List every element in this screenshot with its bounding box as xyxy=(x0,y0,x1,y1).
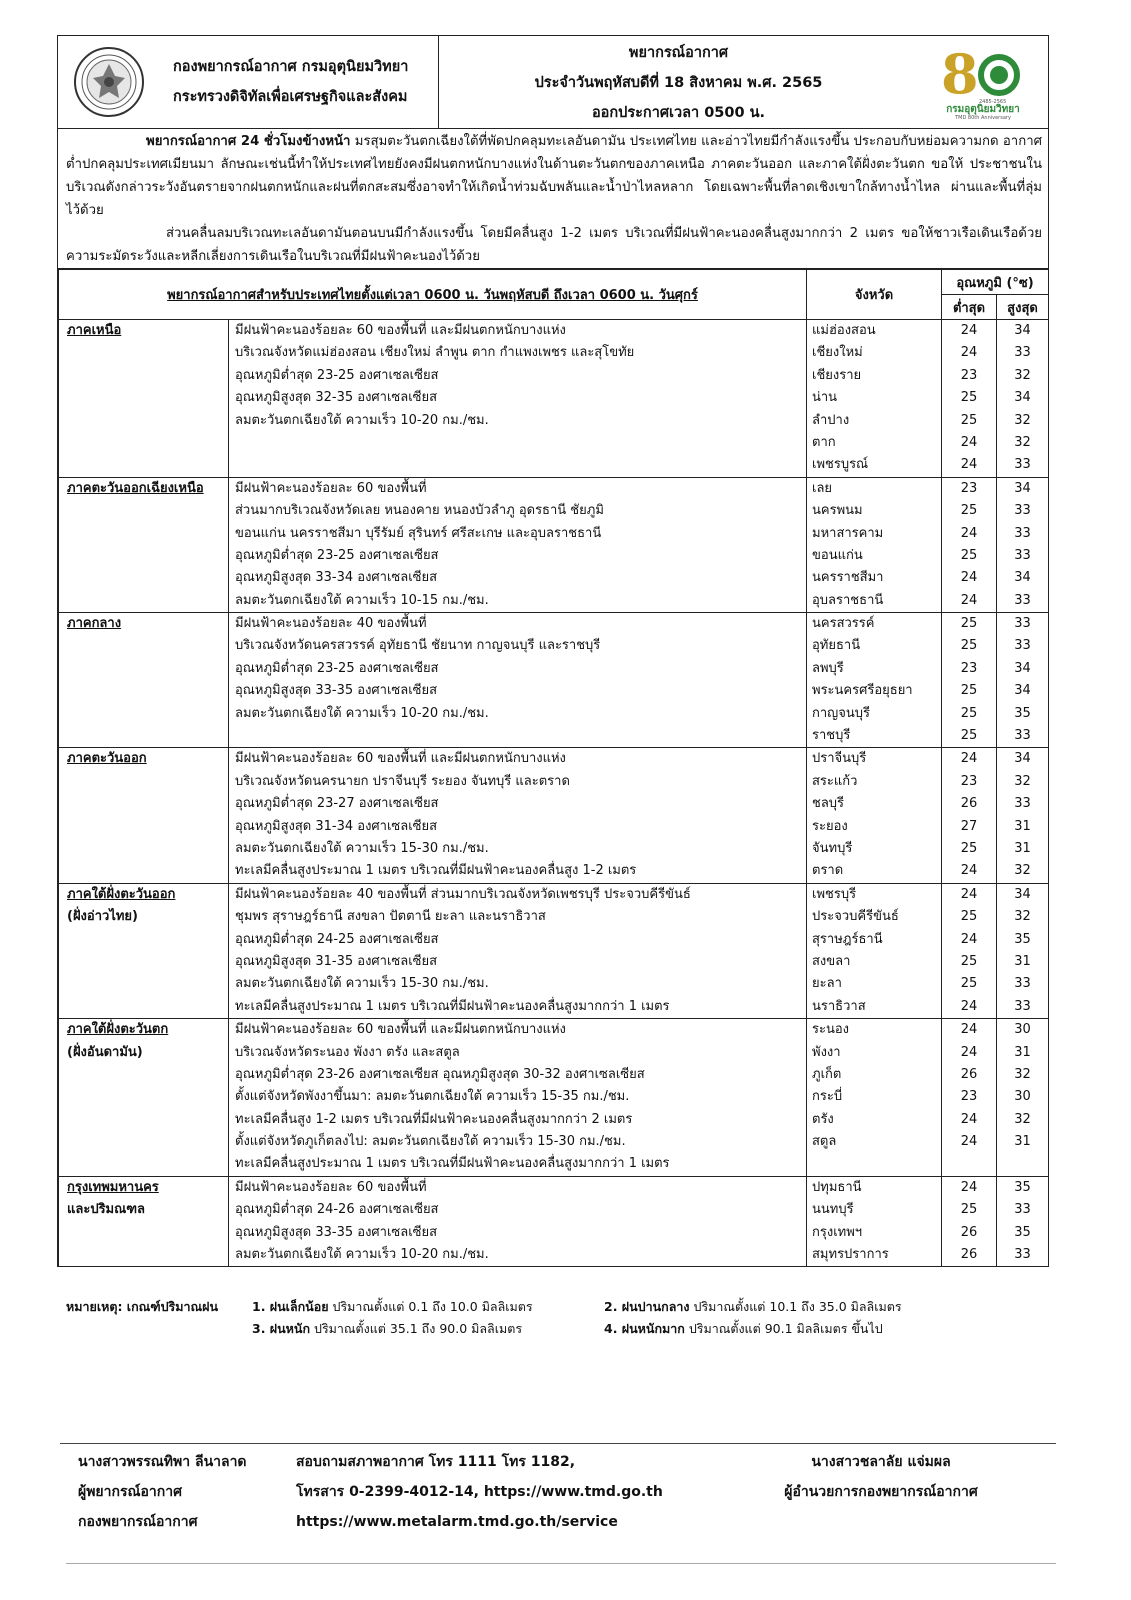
region-name-cell xyxy=(59,748,229,883)
region-name: ภาคใต้ฝั่งตะวันออก xyxy=(67,886,176,902)
forecast-line: มีฝนฟ้าคะนองร้อยละ 40 ของพื้นที่ xyxy=(235,616,427,632)
province-header: จังหวัด xyxy=(807,270,942,320)
province-name: ลำปาง xyxy=(812,412,850,428)
director-role: ผู้อำนวยการกองพยากรณ์อากาศ xyxy=(784,1484,978,1500)
max-temp-cell xyxy=(997,1019,1049,1177)
forecast-line: อุณหภูมิสูงสุด 33-35 องศาเซลเซียส xyxy=(235,683,438,699)
max-temp: 31 xyxy=(1014,840,1031,856)
forecast-line: ส่วนมากบริเวณจังหวัดเลย หนองคาย หนองบัวลำภู อุดรธานี ชัยภูมิ xyxy=(235,503,604,519)
province-name: จันทบุรี xyxy=(812,840,853,856)
forecast-line: อุณหภูมิสูงสุด 31-35 องศาเซลเซียส xyxy=(235,953,438,969)
min-temp: 25 xyxy=(960,503,978,519)
max-temp: 34 xyxy=(1014,660,1031,676)
min-temp: 25 xyxy=(960,1202,978,1218)
logo-caption: TMD 80th Anniversary xyxy=(955,115,1011,121)
forecast-line: มีฝนฟ้าคะนองร้อยละ 60 ของพื้นที่ และมีฝนตกหนักบางแห่ง xyxy=(235,323,566,338)
forecast-line: มีฝนฟ้าคะนองร้อยละ 60 ของพื้นที่ xyxy=(235,480,427,496)
region-name-cell xyxy=(59,613,229,748)
province-name: นราธิวาส xyxy=(812,998,866,1014)
region-description-cell xyxy=(229,477,807,612)
region-row xyxy=(59,1176,1049,1266)
min-temp: 24 xyxy=(960,570,978,586)
min-temp: 27 xyxy=(960,818,978,834)
province-name: ปทุมธานี xyxy=(812,1179,862,1195)
bottom-divider xyxy=(66,1563,1056,1564)
region-name: ภาคเหนือ xyxy=(67,323,122,338)
max-temp: 31 xyxy=(1014,1044,1031,1060)
province-name: พังงา xyxy=(812,1044,841,1060)
province-name: ชลบุรี xyxy=(812,796,845,812)
forecast-line: ลมตะวันตกเฉียงใต้ ความเร็ว 10-20 กม./ชม. xyxy=(235,412,489,428)
region-name-cell xyxy=(59,320,229,478)
summary-p1-line: ผ่านและพื้นที่ลุ่มไว้ด้วย xyxy=(66,180,1042,218)
summary-p2-line: ความระมัดระวังและหลีกเลี่ยงการเดินเรือในบริเวณที่มีฝนฟ้าคะนองไว้ด้วย xyxy=(66,249,480,264)
province-name: เพชรบูรณ์ xyxy=(812,457,869,473)
min-temp: 26 xyxy=(960,796,978,812)
min-temp: 24 xyxy=(960,1111,978,1127)
forecast-line: อุณหภูมิสูงสุด 32-35 องศาเซลเซียส xyxy=(235,390,438,406)
min-temp-cell xyxy=(942,748,997,883)
min-temp: 25 xyxy=(960,705,978,721)
forecaster-role: ผู้พยากรณ์อากาศ xyxy=(78,1484,182,1500)
region-name-cell xyxy=(59,1019,229,1177)
province-name: ตราด xyxy=(812,863,844,879)
max-temp: 34 xyxy=(1014,390,1031,406)
max-temp: 33 xyxy=(1014,1202,1031,1218)
contact-phone: สอบถามสภาพอากาศ โทร 1111 โทร 1182, xyxy=(296,1454,576,1470)
province-cell xyxy=(807,477,942,612)
max-temp: 31 xyxy=(1014,1134,1031,1150)
region-description-cell xyxy=(229,1176,807,1266)
forecast-line: อุณหภูมิต่ำสุด 23-26 องศาเซลเซียส อุณหภูมิสูงสุด 30-32 องศาเซลเซียส xyxy=(235,1066,645,1082)
max-temp-cell xyxy=(997,477,1049,612)
forecast-rows xyxy=(59,320,1049,1267)
region-name-cell xyxy=(59,477,229,612)
min-temp: 25 xyxy=(960,638,978,654)
province-cell xyxy=(807,613,942,748)
footer-forecaster xyxy=(78,1447,247,1537)
min-temp: 24 xyxy=(960,1179,978,1195)
province-name: ราชบุรี xyxy=(812,728,851,744)
min-temp: 25 xyxy=(960,683,978,699)
max-temp: 34 xyxy=(1014,751,1031,767)
summary-p1-line: มรสุมตะวันตกเฉียงใต้ที่พัดปกคลุมทะเลอันดามัน ประเทศไทย และอ่าวไทยมีกำลังแรงขึ้น ประกอบกับหย่อมความกด xyxy=(354,134,999,149)
province-name: เชียงใหม่ xyxy=(812,345,863,361)
forecast-line: ทะเลมีคลื่นสูง 1-2 เมตร บริเวณที่มีฝนฟ้าคะนองคลื่นสูงมากกว่า 2 เมตร xyxy=(235,1111,633,1127)
min-temp: 25 xyxy=(960,840,978,856)
max-temp: 32 xyxy=(1014,863,1031,879)
forecast-line: บริเวณจังหวัดนครสวรรค์ อุทัยธานี ชัยนาท กาญจนบุรี และราชบุรี xyxy=(235,638,601,654)
min-temp: 26 xyxy=(960,1247,978,1263)
forecast-line: บริเวณจังหวัดนครนายก ปราจีนบุรี ระยอง จันทบุรี และตราด xyxy=(235,773,570,789)
max-temp: 32 xyxy=(1014,1066,1031,1082)
max-temp: 33 xyxy=(1014,998,1031,1014)
province-empty xyxy=(812,1153,941,1175)
forecast-document xyxy=(57,35,1049,1267)
region-description-cell xyxy=(229,748,807,883)
province-name: น่าน xyxy=(812,390,838,406)
region-subname: (ฝั่งอันดามัน) xyxy=(67,1044,143,1060)
min-temp: 24 xyxy=(960,1022,978,1038)
min-temp: 26 xyxy=(960,1066,978,1082)
summary-lead: พยากรณ์อากาศ 24 ชั่วโมงข้างหน้า xyxy=(146,134,351,149)
min-temp-cell xyxy=(942,1176,997,1266)
province-name: ระยอง xyxy=(812,818,848,834)
max-temp: 34 xyxy=(1014,886,1031,902)
forecast-line: ขอนแก่น นครราชสีมา บุรีรัมย์ สุรินทร์ ศรีสะเกษ และอุบลราชธานี xyxy=(235,525,602,541)
region-subname: และปริมณฑล xyxy=(67,1202,145,1218)
tmd-seal-icon xyxy=(73,46,145,118)
forecast-line: ทะเลมีคลื่นสูงประมาณ 1 เมตร บริเวณที่มีฝนฟ้าคะนองคลื่นสูงมากกว่า 1 เมตร xyxy=(235,998,670,1014)
min-temp-cell xyxy=(942,883,997,1018)
min-temp: 24 xyxy=(960,886,978,902)
min-temp: 25 xyxy=(960,412,978,428)
forecast-line: บริเวณจังหวัดแม่ฮ่องสอน เชียงใหม่ ลำพูน ตาก กำแพงเพชร และสุโขทัย xyxy=(235,345,635,361)
min-temp: 24 xyxy=(960,434,978,450)
rainfall-notes xyxy=(66,1296,902,1340)
footer-divider xyxy=(60,1443,1056,1444)
min-temp: 25 xyxy=(960,547,978,563)
forecast-line: มีฝนฟ้าคะนองร้อยละ 40 ของพื้นที่ ส่วนมากบริเวณจังหวัดเพชรบุรี ประจวบคีรีขันธ์ xyxy=(235,886,691,902)
max-temp: 33 xyxy=(1014,616,1031,632)
min-temp: 23 xyxy=(960,367,978,383)
min-temp-cell xyxy=(942,613,997,748)
forecast-line: ทะเลมีคลื่นสูงประมาณ 1 เมตร บริเวณที่มีฝนฟ้าคะนองคลื่นสูงมากกว่า 1 เมตร xyxy=(235,1156,670,1172)
region-name: ภาคตะวันออกเฉียงเหนือ xyxy=(67,480,204,496)
province-name: พระนครศรีอยุธยา xyxy=(812,683,913,699)
province-name: เพชรบุรี xyxy=(812,886,857,902)
max-temp: 35 xyxy=(1014,1179,1031,1195)
forecast-line: ลมตะวันตกเฉียงใต้ ความเร็ว 15-30 กม./ชม. xyxy=(235,840,489,856)
region-name: กรุงเทพมหานคร xyxy=(67,1179,159,1195)
min-temp: 24 xyxy=(960,592,978,608)
min-temp-cell xyxy=(942,1019,997,1177)
max-temp: 33 xyxy=(1014,796,1031,812)
forecast-summary xyxy=(58,129,1048,269)
province-name: สมุทรปราการ xyxy=(812,1247,889,1263)
province-name: กระบี่ xyxy=(812,1089,843,1105)
forecast-line: มีฝนฟ้าคะนองร้อยละ 60 ของพื้นที่ และมีฝนตกหนักบางแห่ง xyxy=(235,1022,566,1038)
max-temp: 35 xyxy=(1014,931,1031,947)
contact-service-link[interactable]: https://www.metalarm.tmd.go.th/service xyxy=(296,1514,618,1530)
forecast-line: อุณหภูมิสูงสุด 31-34 องศาเซลเซียส xyxy=(235,818,438,834)
min-temp-cell xyxy=(942,320,997,478)
province-name: เชียงราย xyxy=(812,367,862,383)
summary-p1-line: อากาศต่ำปกคลุมประเทศเมียนมา ลักษณะเช่นนี้ทำให้ประเทศไทยยังคงมีฝนตกหนักบางแห่งในด้านตะวันตกของภาคเหนือ ภาคตะวันออก และภาคใต้ฝั่งตะวันตก ขอให้ xyxy=(66,134,1042,172)
province-name: นครราชสีมา xyxy=(812,570,884,586)
note-light-rain: 1. ฝนเล็กน้อย ปริมาณตั้งแต่ 0.1 ถึง 10.0 มิลลิเมตร xyxy=(252,1299,533,1314)
province-name: กรุงเทพฯ xyxy=(812,1224,863,1240)
max-temp: 33 xyxy=(1014,638,1031,654)
forecast-line: อุณหภูมิสูงสุด 33-35 องศาเซลเซียส xyxy=(235,1224,438,1240)
min-temp: 25 xyxy=(960,953,978,969)
min-temp: 24 xyxy=(960,323,978,338)
note-moderate-rain: 2. ฝนปานกลาง ปริมาณตั้งแต่ 10.1 ถึง 35.0 มิลลิเมตร xyxy=(604,1299,902,1314)
forecast-line: อุณหภูมิต่ำสุด 23-25 องศาเซลเซียส xyxy=(235,547,439,563)
min-temp-header: ต่ำสุด xyxy=(942,295,997,320)
regional-forecast-table xyxy=(58,269,1049,1266)
province-cell xyxy=(807,883,942,1018)
max-temp: 34 xyxy=(1014,683,1031,699)
province-cell xyxy=(807,1176,942,1266)
forecast-line: มีฝนฟ้าคะนองร้อยละ 60 ของพื้นที่ และมีฝนตกหนักบางแห่ง xyxy=(235,751,566,767)
forecast-line: อุณหภูมิสูงสุด 33-34 องศาเซลเซียส xyxy=(235,570,438,586)
max-temp-cell xyxy=(997,613,1049,748)
min-temp: 23 xyxy=(960,1089,978,1105)
region-description-cell xyxy=(229,320,807,478)
forecast-line xyxy=(235,454,806,476)
forecast-line: ทะเลมีคลื่นสูงประมาณ 1 เมตร บริเวณที่มีฝนฟ้าคะนองคลื่นสูง 1-2 เมตร xyxy=(235,863,637,879)
province-name: ประจวบคีรีขันธ์ xyxy=(812,909,899,925)
summary-p2-line: ส่วนคลื่นลมบริเวณทะเลอันดามันตอนบนมีกำลังแรงขึ้น โดยมีคลื่นสูง 1-2 เมตร บริเวณที่มีฝนฟ้าคะนองคลื่นสูงมากกว่า 2 เมตร ขอให้ชาวเรือเดินเรือด้วย xyxy=(166,226,1042,241)
summary-paragraph-1 xyxy=(66,130,1042,222)
min-temp: 26 xyxy=(960,1224,978,1240)
min-temp-cell xyxy=(942,477,997,612)
min-temp: 24 xyxy=(960,345,978,361)
min-temp: 25 xyxy=(960,909,978,925)
max-temp: 33 xyxy=(1014,345,1031,361)
max-temp: 32 xyxy=(1014,434,1031,450)
max-temp: 33 xyxy=(1014,976,1031,992)
forecast-line: อุณหภูมิต่ำสุด 23-25 องศาเซลเซียส xyxy=(235,660,439,676)
min-temp: 24 xyxy=(960,525,978,541)
province-name: กาญจนบุรี xyxy=(812,705,870,721)
province-name: ขอนแก่น xyxy=(812,547,863,563)
max-temp: 33 xyxy=(1014,525,1031,541)
footer-director xyxy=(776,1447,986,1507)
header-logo xyxy=(918,36,1048,128)
logo-years: 2485-2565 xyxy=(979,99,1007,105)
min-temp: 23 xyxy=(960,480,978,496)
note-heavy-rain: 3. ฝนหนัก ปริมาณตั้งแต่ 35.1 ถึง 90.0 มิลลิเมตร xyxy=(252,1321,523,1336)
province-name: ตาก xyxy=(812,434,836,450)
min-temp: 24 xyxy=(960,931,978,947)
province-name: แม่ฮ่องสอน xyxy=(812,323,876,338)
temperature-header: อุณหภูมิ (°ซ) xyxy=(942,270,1049,295)
max-temp: 33 xyxy=(1014,457,1031,473)
contact-fax-web[interactable]: โทรสาร 0-2399-4012-14, https://www.tmd.go.th xyxy=(296,1484,663,1500)
max-temp-empty xyxy=(997,1153,1048,1175)
province-name: อุบลราชธานี xyxy=(812,592,884,608)
province-name: นครพนม xyxy=(812,503,863,519)
max-temp-header: สูงสุด xyxy=(997,295,1049,320)
region-name-cell xyxy=(59,883,229,1018)
province-name: ปราจีนบุรี xyxy=(812,751,867,767)
forecast-line: อุณหภูมิต่ำสุด 24-25 องศาเซลเซียส xyxy=(235,931,439,947)
max-temp: 34 xyxy=(1014,570,1031,586)
max-temp-cell xyxy=(997,320,1049,478)
province-cell xyxy=(807,748,942,883)
max-temp: 32 xyxy=(1014,773,1031,789)
header-organization xyxy=(58,36,439,128)
issue-time: ออกประกาศเวลา 0500 น. xyxy=(591,105,766,121)
footer-contact xyxy=(296,1447,663,1537)
forecast-line: อุณหภูมิต่ำสุด 24-26 องศาเซลเซียส xyxy=(235,1202,439,1218)
province-name: ตรัง xyxy=(812,1111,834,1127)
region-row xyxy=(59,748,1049,883)
max-temp: 33 xyxy=(1014,547,1031,563)
region-description-cell xyxy=(229,1019,807,1177)
max-temp: 35 xyxy=(1014,1224,1031,1240)
region-name: ภาคกลาง xyxy=(67,616,122,632)
tmd-80th-anniversary-logo-icon xyxy=(933,43,1033,121)
logo-text: กรมอุตุนิยมวิทยา xyxy=(946,104,1020,115)
page-title: พยากรณ์อากาศ xyxy=(628,45,729,61)
province-name: มหาสารคาม xyxy=(812,525,884,541)
forecast-line xyxy=(235,725,806,747)
region-description-cell xyxy=(229,613,807,748)
min-temp: 23 xyxy=(960,773,978,789)
max-temp-cell xyxy=(997,748,1049,883)
forecast-line: ลมตะวันตกเฉียงใต้ ความเร็ว 15-30 กม./ชม. xyxy=(235,976,489,992)
forecast-line: ลมตะวันตกเฉียงใต้ ความเร็ว 10-15 กม./ชม. xyxy=(235,592,489,608)
ministry-name: กระทรวงดิจิทัลเพื่อเศรษฐกิจและสังคม xyxy=(173,89,408,105)
max-temp: 31 xyxy=(1014,953,1031,969)
region-name-cell xyxy=(59,1176,229,1266)
forecaster-name: นางสาวพรรณทิพา ลีนาลาด xyxy=(78,1454,247,1470)
forecaster-dept: กองพยากรณ์อากาศ xyxy=(78,1514,198,1530)
forecast-line: ชุมพร สุราษฎร์ธานี สงขลา ปัตตานี ยะลา และนราธิวาส xyxy=(235,909,546,925)
province-name: สุราษฎร์ธานี xyxy=(812,931,883,947)
min-temp: 25 xyxy=(960,390,978,406)
region-row xyxy=(59,613,1049,748)
province-name: เลย xyxy=(812,480,833,496)
forecast-line: ตั้งแต่จังหวัดภูเก็ตลงไป: ลมตะวันตกเฉียงใต้ ความเร็ว 15-30 กม./ชม. xyxy=(235,1134,626,1150)
max-temp: 30 xyxy=(1014,1022,1031,1038)
province-name: สตูล xyxy=(812,1134,837,1150)
forecast-line: บริเวณจังหวัดระนอง พังงา ตรัง และสตูล xyxy=(235,1044,460,1060)
forecast-line: มีฝนฟ้าคะนองร้อยละ 60 ของพื้นที่ xyxy=(235,1179,427,1195)
forecast-period-header: พยากรณ์อากาศสำหรับประเทศไทยตั้งแต่เวลา 0600 น. วันพฤหัสบดี ถึงเวลา 0600 น. วันศุกร์ xyxy=(59,270,807,320)
max-temp-cell xyxy=(997,883,1049,1018)
province-name: สงขลา xyxy=(812,953,851,969)
forecast-line xyxy=(235,432,806,454)
max-temp: 33 xyxy=(1014,503,1031,519)
region-name: ภาคใต้ฝั่งตะวันตก xyxy=(67,1022,169,1038)
notes-label: หมายเหตุ: เกณฑ์ปริมาณฝน xyxy=(66,1299,218,1314)
min-temp-empty xyxy=(942,1153,996,1175)
max-temp: 30 xyxy=(1014,1089,1031,1105)
max-temp: 32 xyxy=(1014,412,1031,428)
min-temp: 25 xyxy=(960,976,978,992)
forecast-date: ประจำวันพฤหัสบดีที่ 18 สิงหาคม พ.ศ. 2565 xyxy=(534,75,823,91)
region-row xyxy=(59,320,1049,478)
province-cell xyxy=(807,320,942,478)
province-name: สระแก้ว xyxy=(812,773,858,789)
province-name: ภูเก็ต xyxy=(812,1066,842,1082)
province-name: นนทบุรี xyxy=(812,1202,854,1218)
forecast-line: ลมตะวันตกเฉียงใต้ ความเร็ว 10-20 กม./ชม. xyxy=(235,705,489,721)
max-temp: 31 xyxy=(1014,818,1031,834)
region-subname: (ฝั่งอ่าวไทย) xyxy=(67,909,138,925)
min-temp: 24 xyxy=(960,1044,978,1060)
note-very-heavy-rain: 4. ฝนหนักมาก ปริมาณตั้งแต่ 90.1 มิลลิเมตร ขึ้นไป xyxy=(604,1321,883,1336)
max-temp: 32 xyxy=(1014,909,1031,925)
max-temp: 33 xyxy=(1014,728,1031,744)
forecast-line: ลมตะวันตกเฉียงใต้ ความเร็ว 10-20 กม./ชม. xyxy=(235,1247,489,1263)
max-temp: 33 xyxy=(1014,592,1031,608)
min-temp: 25 xyxy=(960,728,978,744)
region-row xyxy=(59,477,1049,612)
summary-paragraph-2 xyxy=(66,222,1042,268)
min-temp: 23 xyxy=(960,660,978,676)
province-name: ยะลา xyxy=(812,976,842,992)
svg-text:8: 8 xyxy=(941,43,979,106)
document-header xyxy=(58,36,1048,129)
province-name: อุทัยธานี xyxy=(812,638,861,654)
max-temp: 32 xyxy=(1014,367,1031,383)
region-row xyxy=(59,1019,1049,1177)
header-title xyxy=(439,36,918,128)
summary-p1-line: ประชาชนในบริเวณดังกล่าวระวังอันตรายจากฝนตกหนักและฝนที่ตกสะสมซึ่งอาจทำให้เกิดน้ำท่วมฉับพลันและน้ำป่าไหลหลาก โดยเฉพาะพื้นที่ลาดเชิงเขาใกล้ทางน้ำไหล xyxy=(66,157,1042,195)
max-temp: 35 xyxy=(1014,705,1031,721)
region-description-cell xyxy=(229,883,807,1018)
max-temp: 33 xyxy=(1014,1247,1031,1263)
province-name: นครสวรรค์ xyxy=(812,616,875,632)
min-temp: 25 xyxy=(960,616,978,632)
max-temp-cell xyxy=(997,1176,1049,1266)
director-name: นางสาวชลาลัย แจ่มผล xyxy=(811,1454,951,1470)
forecast-line: อุณหภูมิต่ำสุด 23-27 องศาเซลเซียส xyxy=(235,796,439,812)
min-temp: 24 xyxy=(960,998,978,1014)
org-name: กองพยากรณ์อากาศ กรมอุตุนิยมวิทยา xyxy=(173,59,409,75)
max-temp: 34 xyxy=(1014,323,1031,338)
min-temp: 24 xyxy=(960,863,978,879)
region-name: ภาคตะวันออก xyxy=(67,751,147,767)
max-temp: 34 xyxy=(1014,480,1031,496)
province-cell xyxy=(807,1019,942,1177)
forecast-line: อุณหภูมิต่ำสุด 23-25 องศาเซลเซียส xyxy=(235,367,439,383)
min-temp: 24 xyxy=(960,457,978,473)
province-name: ลพบุรี xyxy=(812,660,844,676)
min-temp: 24 xyxy=(960,1134,978,1150)
max-temp: 32 xyxy=(1014,1111,1031,1127)
province-name: ระนอง xyxy=(812,1022,850,1038)
min-temp: 24 xyxy=(960,751,978,767)
forecast-line: ตั้งแต่จังหวัดพังงาขึ้นมา: ลมตะวันตกเฉียงใต้ ความเร็ว 15-35 กม./ชม. xyxy=(235,1089,630,1105)
region-row xyxy=(59,883,1049,1018)
